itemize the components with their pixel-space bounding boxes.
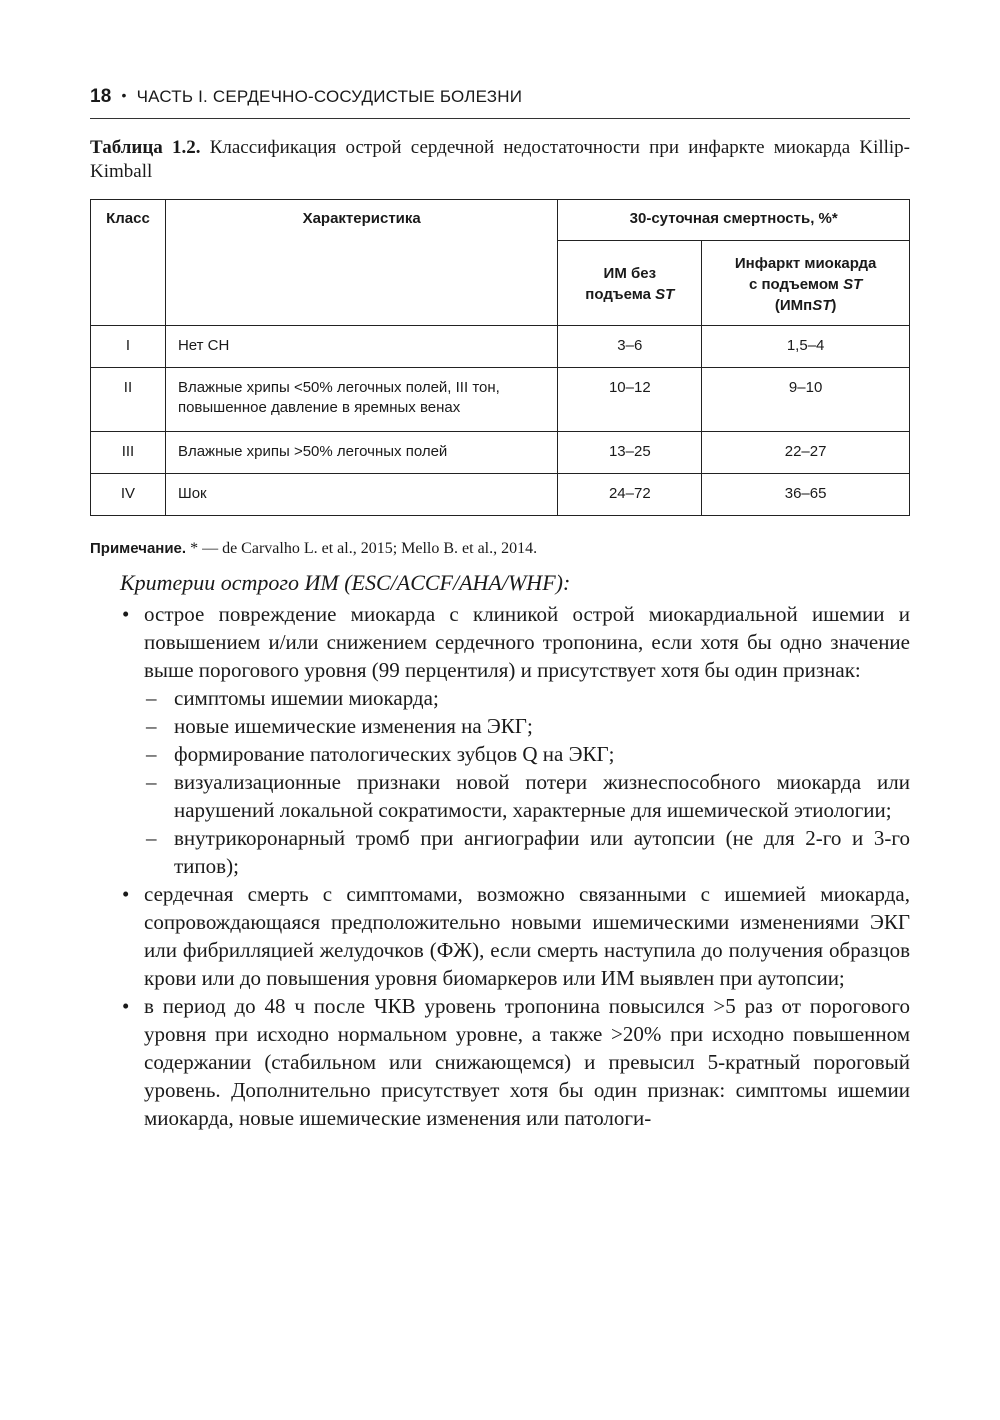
list-item	[90, 600, 910, 684]
cell-nstemi: 24–72	[558, 474, 702, 516]
dash-text: формирование патологических зубцов Q на ЭКГ;	[174, 742, 615, 766]
table-row	[91, 368, 910, 432]
killip-table	[90, 199, 910, 516]
cell-characteristic: Шок	[165, 474, 557, 516]
bullet-text: острое повреждение миокарда с клиникой острой миокардиальной ишемии и повышением и/или снижением сердечного тропонина, если хотя бы одно значение выше порогового уровня (99 перцентиля) и присутствует хотя бы один признак:	[144, 602, 910, 682]
list-item	[90, 684, 910, 712]
header-stemi	[702, 241, 910, 326]
cell-stemi: 9–10	[702, 368, 910, 432]
dash-icon: –	[146, 686, 157, 710]
running-head	[90, 86, 910, 108]
table-row	[91, 474, 910, 516]
note-text: * — de Carvalho L. et al., 2015; Mello B. et al., 2014.	[186, 540, 538, 557]
cell-nstemi: 3–6	[558, 326, 702, 368]
table-caption-text: Классификация острой сердечной недостаточности при инфаркте миокарда Killip-Kimball	[90, 137, 911, 182]
dash-icon: –	[146, 826, 157, 850]
header-rule	[90, 118, 910, 119]
header-class: Класс	[91, 200, 166, 326]
header-nstemi-line2: подъема	[585, 286, 656, 303]
header-nstemi-line1: ИМ без	[603, 265, 657, 282]
bullet-text: сердечная смерть с симптомами, возможно связанными с ишемией миокарда, сопровождающаяся предположительно новыми ишемическими изменениями ЭКГ или фибрилляцией желудочков (ФЖ), если смерть наступила до получения образцов крови или до повышения уровня биомаркеров или ИМ выявлен при аутопсии;	[144, 882, 910, 990]
cell-characteristic: Нет СН	[165, 326, 557, 368]
dash-text: новые ишемические изменения на ЭКГ;	[174, 714, 533, 738]
cell-class: II	[91, 368, 166, 432]
cell-class: I	[91, 326, 166, 368]
dash-icon: –	[146, 742, 157, 766]
list-item	[90, 740, 910, 768]
table-note	[90, 540, 910, 558]
table-row	[91, 326, 910, 368]
bullet-icon: •	[122, 994, 130, 1018]
cell-stemi: 1,5–4	[702, 326, 910, 368]
criteria-body	[90, 600, 910, 1132]
cell-stemi: 36–65	[702, 474, 910, 516]
cell-nstemi: 13–25	[558, 432, 702, 474]
header-characteristic: Характеристика	[165, 200, 557, 326]
header-nstemi	[558, 241, 702, 326]
cell-stemi: 22–27	[702, 432, 910, 474]
list-item	[90, 824, 910, 880]
cell-characteristic: Влажные хрипы >50% легочных полей	[165, 432, 557, 474]
dash-text: внутрикоронарный тромб при ангиографии или аутопсии (не для 2-го и 3-го типов);	[174, 826, 910, 878]
cell-nstemi: 10–12	[558, 368, 702, 432]
header-stemi-st: ST	[843, 276, 863, 293]
section-title: ЧАСТЬ I. СЕРДЕЧНО-СОСУДИСТЫЕ БОЛЕЗНИ	[136, 87, 523, 106]
cell-characteristic: Влажные хрипы <50% легочных полей, III тон, повышенное давление в яремных венах	[165, 368, 557, 432]
list-item	[90, 712, 910, 740]
note-label: Примечание.	[90, 540, 187, 557]
list-item	[90, 992, 910, 1132]
criteria-title: Критерии острого ИМ (ESC/ACCF/AHA/WHF):	[120, 570, 571, 595]
list-item	[90, 768, 910, 824]
header-stemi-line1: Инфаркт миокарда	[734, 255, 877, 272]
header-mortality: 30-суточная смертность, %*	[558, 200, 910, 241]
dash-icon: –	[146, 714, 157, 738]
page-number: 18	[90, 86, 112, 107]
header-stemi-line3b: ST	[812, 297, 832, 314]
cell-class: IV	[91, 474, 166, 516]
header-stemi-line3a: (ИМп	[774, 297, 813, 314]
table-caption-label: Таблица 1.2.	[90, 137, 201, 158]
header-separator: •	[121, 87, 127, 103]
header-nstemi-st: ST	[655, 286, 675, 303]
header-stemi-line3c: )	[831, 297, 837, 314]
list-item	[90, 880, 910, 992]
cell-class: III	[91, 432, 166, 474]
bullet-icon: •	[122, 602, 130, 626]
table-caption	[90, 136, 910, 184]
bullet-text: в период до 48 ч после ЧКВ уровень тропонина повысился >5 раз от порогового уровня при исходно нормальном уровне, а также >20% при исходно повышенном содержании (стабильном или снижающемся) и превысил 5-кратный пороговый уровень. Дополнительно присутствует хотя бы один признак: симптомы ишемии миокарда, новые ишемические изменения или патологи-	[144, 994, 910, 1130]
table-row	[91, 432, 910, 474]
dash-icon: –	[146, 770, 157, 794]
header-stemi-line2: с подъемом	[748, 276, 844, 293]
bullet-icon: •	[122, 882, 130, 906]
dash-text: симптомы ишемии миокарда;	[174, 686, 439, 710]
dash-text: визуализационные признаки новой потери жизнеспособного миокарда или нарушений локальной сократимости, характерные для ишемической этиологии;	[174, 770, 910, 822]
